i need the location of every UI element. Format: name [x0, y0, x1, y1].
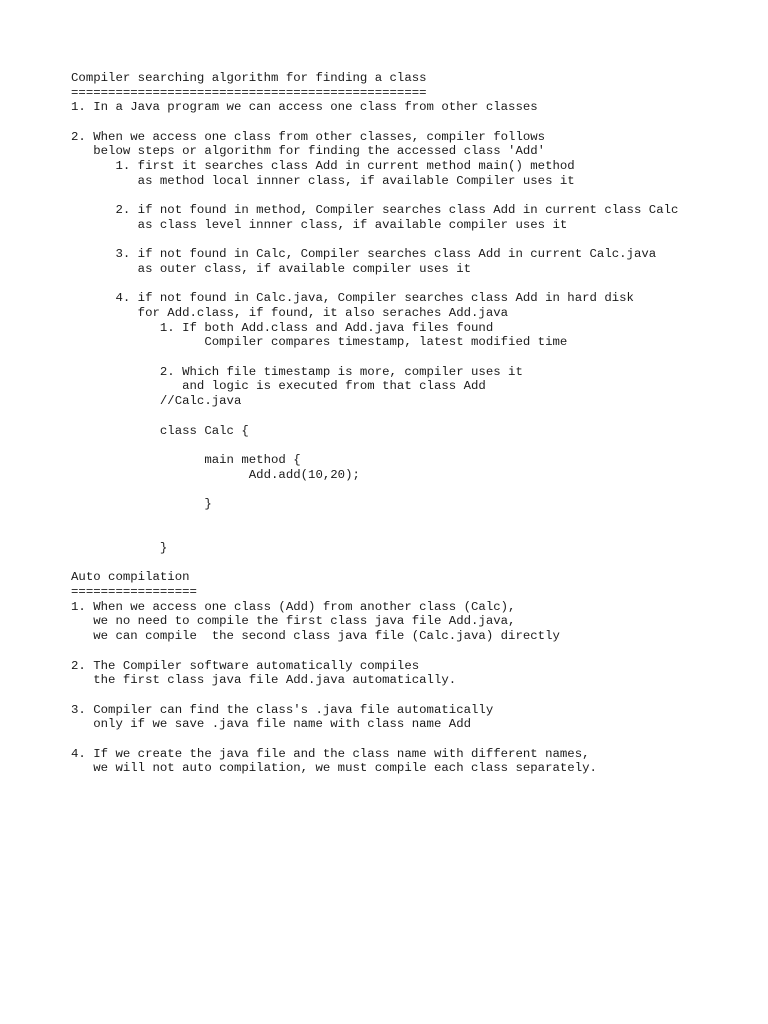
text-line: 1. In a Java program we can access one class from other classes	[71, 100, 538, 115]
text-line	[71, 115, 758, 130]
text-line: 4. If we create the java file and the class name with different names,	[71, 746, 590, 761]
text-line: as class level innner class, if available compiler uses it	[71, 217, 568, 232]
text-line	[71, 482, 758, 497]
text-line: 2. Which file timestamp is more, compiler uses it	[71, 364, 523, 379]
text-line: we can compile the second class java file (Calc.java) directly	[71, 629, 560, 644]
text-line: for Add.class, if found, it also seraches Add.java	[71, 306, 509, 320]
text-line: we will not auto compilation, we must compile each class separately.	[71, 761, 597, 776]
text-line: ================================================	[71, 85, 427, 100]
text-line	[71, 409, 758, 424]
text-line: 2. When we access one class from other classes, compiler follows	[71, 129, 546, 144]
text-line: //Calc.java	[71, 394, 242, 409]
text-line	[71, 688, 758, 703]
text-line: below steps or algorithm for finding the accessed class 'Add'	[71, 144, 546, 159]
text-line	[71, 556, 758, 571]
text-line: 1. first it searches class Add in current method main() method	[71, 159, 575, 174]
text-line: Compiler searching algorithm for finding a class	[71, 71, 427, 85]
text-line: Add.add(10,20);	[71, 467, 360, 482]
text-line: 2. if not found in method, Compiler searches class Add in current class Calc	[71, 203, 679, 218]
text-line: and logic is executed from that class Add	[71, 379, 486, 394]
text-line	[71, 644, 758, 659]
text-line: 3. if not found in Calc, Compiler searches class Add in current Calc.java	[71, 247, 657, 262]
text-line: 1. When we access one class (Add) from another class (Calc),	[71, 599, 516, 614]
text-line	[71, 233, 758, 248]
text-line	[71, 189, 758, 204]
text-line: 1. If both Add.class and Add.java files found	[71, 320, 494, 335]
text-line: Compiler compares timestamp, latest modified time	[71, 335, 568, 350]
text-line: 4. if not found in Calc.java, Compiler searches class Add in hard disk	[71, 291, 634, 306]
text-line: =================	[71, 585, 197, 600]
text-line	[71, 732, 758, 747]
text-line: 2. The Compiler software automatically compiles	[71, 658, 420, 673]
text-line: class Calc {	[71, 423, 249, 438]
text-line: only if we save .java file name with class name Add	[71, 717, 472, 732]
text-line	[71, 512, 758, 527]
text-line: main method {	[71, 452, 301, 467]
text-line: }	[71, 541, 168, 555]
text-line	[71, 350, 758, 365]
text-line	[71, 277, 758, 292]
text-line: as method local innner class, if available Compiler uses it	[71, 173, 575, 188]
text-line: we no need to compile the first class java file Add.java,	[71, 614, 516, 629]
text-line: 3. Compiler can find the class's .java file automatically	[71, 702, 494, 717]
text-line	[71, 438, 758, 453]
text-line: Auto compilation	[71, 570, 190, 585]
text-line: the first class java file Add.java automatically.	[71, 673, 457, 688]
text-line: }	[71, 496, 212, 511]
document-text	[71, 71, 758, 776]
text-line	[71, 526, 758, 541]
text-line: as outer class, if available compiler uses it	[71, 261, 472, 276]
